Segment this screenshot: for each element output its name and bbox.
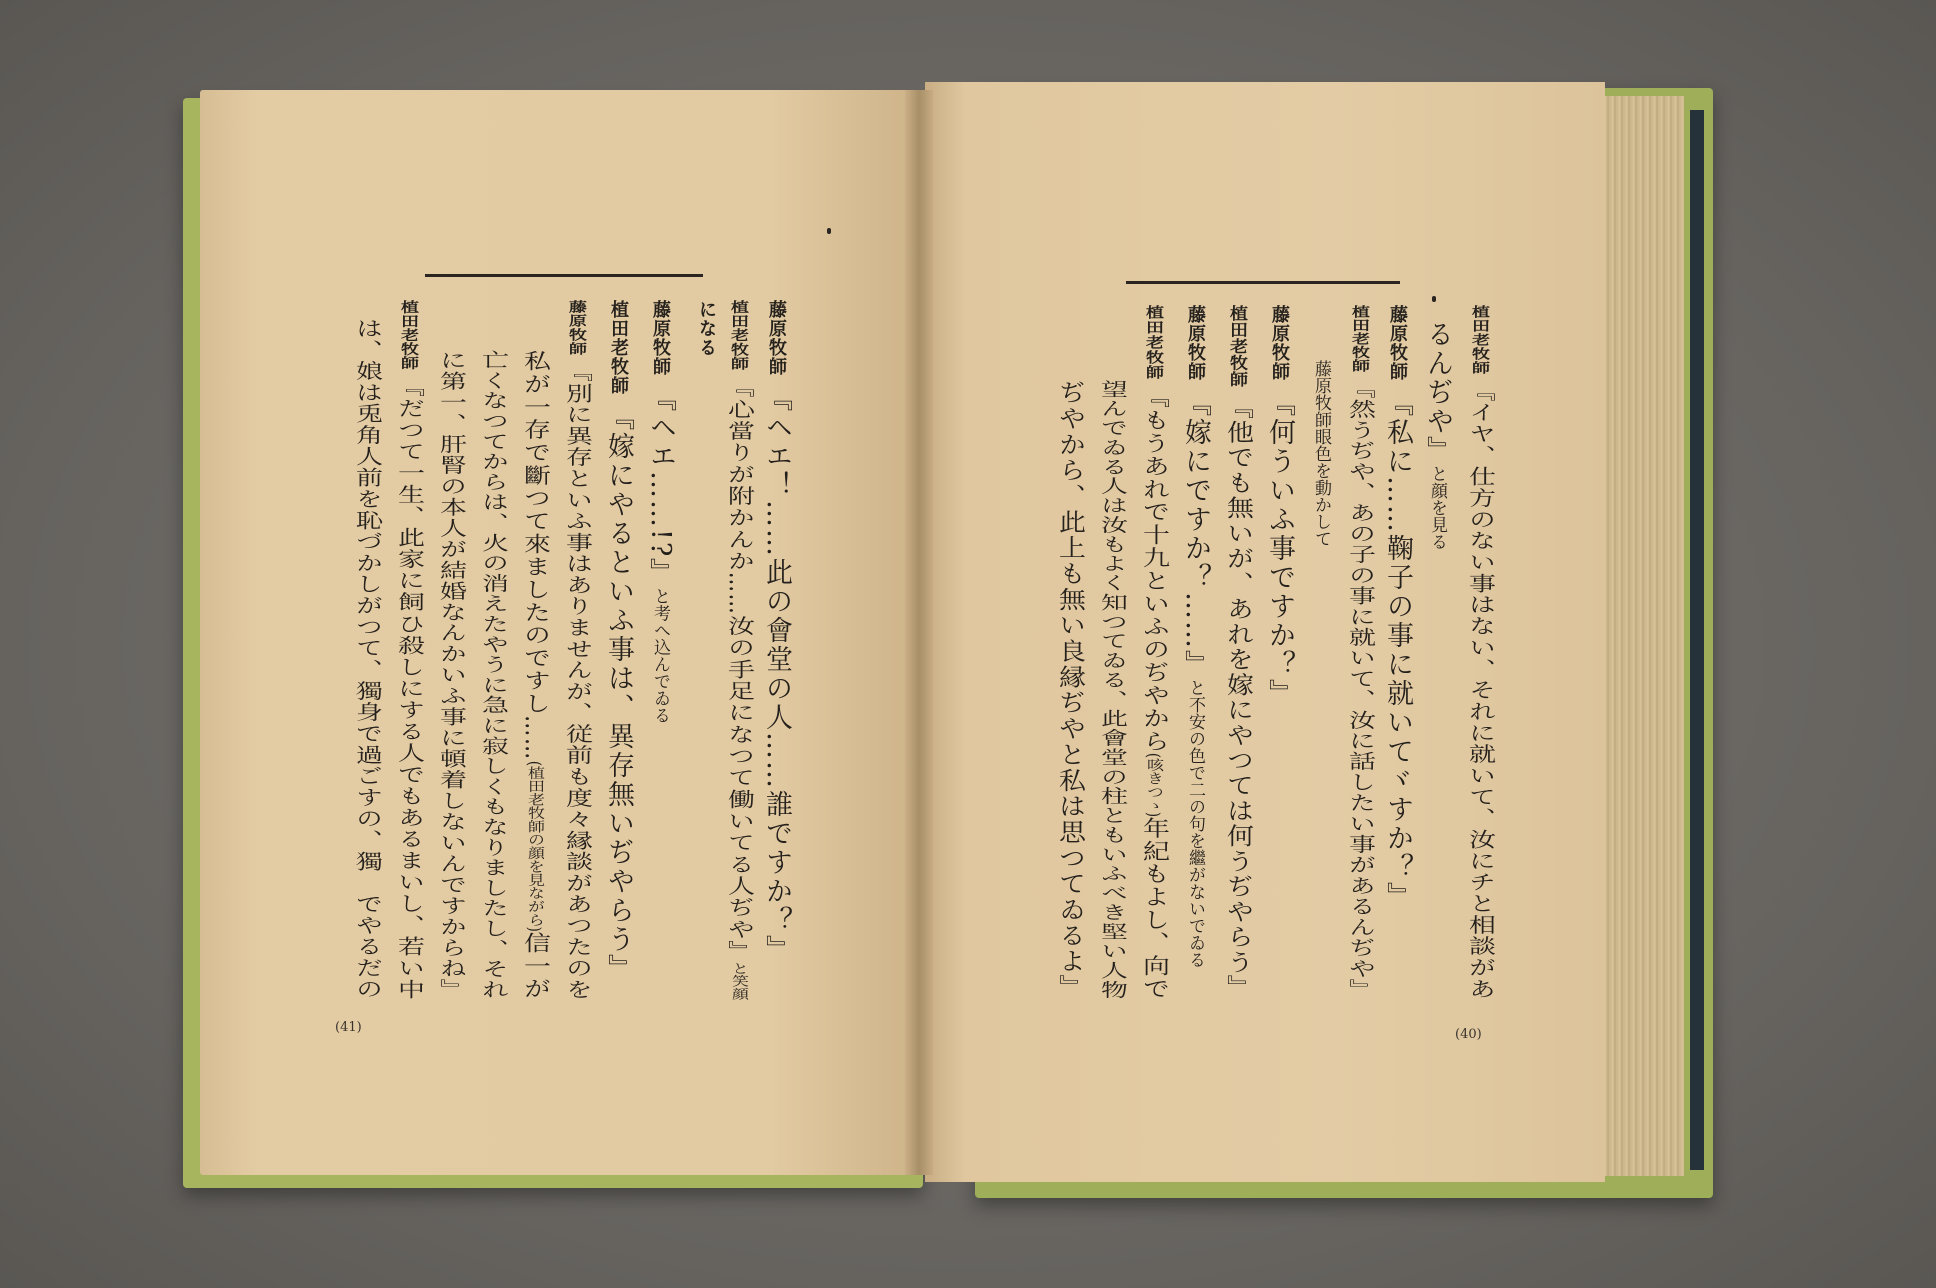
- text-column: [437, 350, 464, 1000]
- text-column: [1308, 360, 1335, 547]
- text-column: [353, 318, 380, 1000]
- text-column: [763, 300, 790, 964]
- dialogue-text: 信一が: [519, 931, 550, 1001]
- page-number: (41): [335, 1020, 362, 1035]
- speaker-label: 藤原牧師: [1269, 305, 1290, 381]
- text-column: [1224, 305, 1251, 1000]
- text-column: [1140, 305, 1167, 1000]
- text-column: [1466, 305, 1493, 1000]
- dialogue-text: 望んでゐる人は汝もよく知つてゐる、此會堂の柱ともいふべき堅い人物: [1096, 380, 1127, 1000]
- dialogue-text: 亡くなつてからは、火の消えたやうに急に寂しくもなりましたし、それ: [477, 350, 508, 1000]
- speaker-label: 藤原牧師: [650, 300, 671, 376]
- speaker-label: 植田老牧師: [728, 300, 749, 371]
- speaker-label: 植田老牧師: [1143, 305, 1164, 381]
- dialogue-text: は、娘は兎角人前を恥づかしがつて、獨身で過ごすの、獨 でやるだの: [351, 318, 382, 1001]
- speaker-label: 植田老牧師: [1227, 305, 1248, 388]
- dialogue-text: 『他でも無いが、あれを嫁にやつては何うぢやらう』: [1222, 394, 1253, 1001]
- text-column: [1182, 305, 1209, 968]
- text-column: [521, 350, 548, 1000]
- continuation-text: になる: [696, 300, 717, 357]
- ink-mark: [827, 228, 831, 234]
- dialogue-text: 『何ういふ事ですか？』: [1264, 389, 1295, 708]
- page-number: (40): [1455, 1027, 1482, 1042]
- text-column: [1056, 380, 1083, 1000]
- left-page: [200, 90, 912, 1175]
- dialogue-text: 『然うぢや、あの子の事に就いて、汝に話したい事があるんぢや』: [1344, 378, 1375, 1000]
- stage-direction: 藤原牧師眼色を動かして: [1311, 360, 1331, 547]
- dialogue-text: ぢやから、此上も無い良縁ぢやと私は思つてゐるよ』: [1054, 380, 1085, 1001]
- dialogue-text: 『だつて一生、此家に飼ひ殺しにする人でもあるまいし、若い中: [393, 376, 424, 1001]
- text-column: [693, 300, 720, 365]
- dialogue-text: 『ヘエ……!?』: [645, 384, 676, 588]
- dialogue-text: 『嫁にやるといふ事は、異存無いぢやらう』: [603, 403, 634, 983]
- dialogue-text: に第一、肝腎の本人が結婚なんかいふ事に頓着しないんですからね』: [435, 350, 466, 1000]
- dialogue-text: 私が一存で斷つて來ましたのですし……: [519, 350, 550, 761]
- speaker-label: 藤原牧師: [566, 300, 587, 356]
- stage-direction: (植田老牧師の顔を見ながら): [524, 760, 544, 932]
- speaker-label: 植田老牧師: [398, 300, 419, 371]
- dialogue-text: 『もうあれで十九といふのぢやから: [1138, 386, 1169, 753]
- text-column: [605, 300, 632, 983]
- text-column: [479, 350, 506, 1000]
- dialogue-text: 『別に異存といふ事はありませんが、従前も度々縁談があつたのを: [561, 361, 592, 1001]
- text-column: [725, 300, 752, 1000]
- dialogue-text: るんぢや』: [1422, 320, 1453, 465]
- dialogue-text: 『私に……鞠子の事に就いてヾすか？』: [1382, 389, 1413, 911]
- section-rule: [1126, 281, 1400, 284]
- dialogue-text: 『ヘエ！……此の會堂の人……誰ですか？』: [761, 384, 792, 964]
- speaker-label: 藤原牧師: [766, 300, 787, 376]
- stage-direction: と顔を見る: [1427, 465, 1447, 550]
- dialogue-text: 『イヤ、仕方のない事はない、それに就いて、汝にチと相談があ: [1464, 380, 1495, 1000]
- text-column: [1424, 320, 1451, 550]
- dialogue-text: 年紀もよし、向で: [1138, 817, 1169, 1001]
- text-column: [1384, 305, 1411, 911]
- ink-mark: [1432, 296, 1436, 302]
- dialogue-text: 『心當りが附かんか……汝の手足になつて働いてる人ぢや』: [723, 376, 754, 962]
- text-column: [647, 300, 674, 723]
- text-column: [1098, 380, 1125, 1000]
- speaker-label: 植田老牧師: [1349, 305, 1370, 373]
- back-cover-edge: [1690, 110, 1704, 1170]
- stage-direction: と笑顔: [728, 961, 748, 1000]
- text-column: [1346, 305, 1373, 1000]
- stage-direction: (咳きつゝ): [1143, 752, 1163, 818]
- dialogue-text: 『嫁にですか？……』: [1180, 389, 1211, 679]
- speaker-label: 藤原牧師: [1387, 305, 1408, 381]
- speaker-label: 藤原牧師: [1185, 305, 1206, 381]
- speaker-label: 植田老牧師: [1469, 305, 1490, 375]
- stage-direction: と不安の色で二の句を繼がないでゐる: [1185, 679, 1205, 968]
- speaker-label: 植田老牧師: [608, 300, 629, 395]
- book-gutter: [905, 90, 933, 1175]
- text-column: [563, 300, 590, 1000]
- section-rule: [425, 274, 703, 277]
- text-column: [395, 300, 422, 1000]
- text-column: [1266, 305, 1293, 708]
- stage-direction: と考へ込んでゐる: [650, 587, 670, 724]
